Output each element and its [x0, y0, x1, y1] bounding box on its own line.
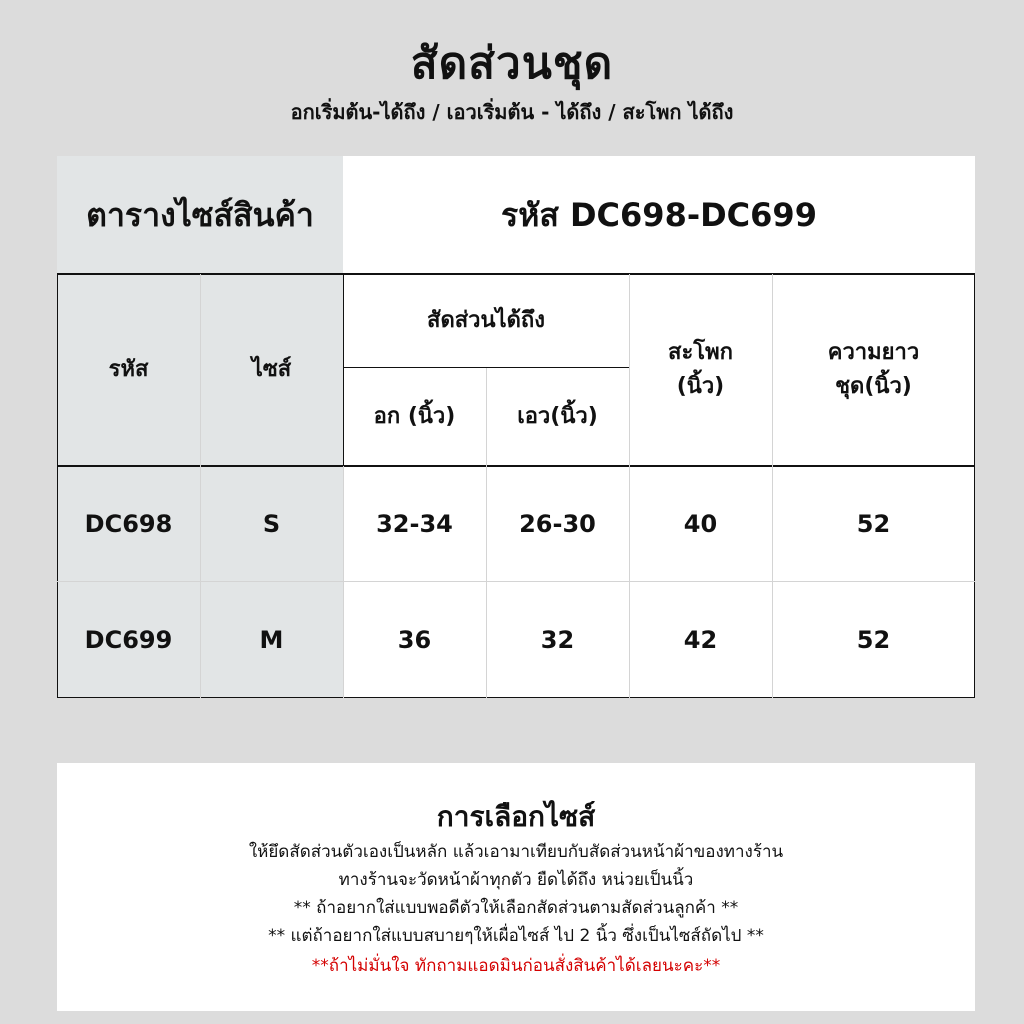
row2-length: 52 [772, 582, 975, 698]
page-title: สัดส่วนชุด [410, 38, 614, 89]
size-guide-panel [57, 763, 975, 1011]
guide-line-1: ให้ยึดสัดส่วนตัวเองเป็นหลัก แล้วเอามาเทียบกับสัดส่วนหน้าผ้าของทางร้าน [248, 842, 784, 862]
guide-line-2: ทางร้านจะวัดหน้าผ้าทุกตัว ยืดได้ถึง หน่วยเป็นนิ้ว [338, 870, 694, 890]
row1-chest: 32-34 [343, 466, 486, 582]
row1-length: 52 [772, 466, 975, 582]
header-hip [629, 274, 772, 466]
row1-waist: 26-30 [486, 466, 629, 582]
grid-line-left [57, 274, 58, 698]
header-chest: อก (นิ้ว) [343, 368, 486, 466]
header-waist: เอว(นิ้ว) [486, 368, 629, 466]
grid-line-top [57, 273, 975, 275]
row2-size: M [200, 582, 343, 698]
grid-line-divider [343, 274, 344, 466]
grid-line-col2 [343, 466, 344, 698]
guide-line-4: ** แต่ถ้าอยากใส่แบบสบายๆให้เผื่อไซส์ ไป 2 นิ้ว ซึ่งเป็นไซส์ถัดไป ** [268, 926, 764, 946]
header-code: รหัส [57, 274, 200, 466]
grid-line-row [57, 581, 975, 582]
header-size: ไซส์ [200, 274, 343, 466]
grid-line-bottom [57, 697, 975, 698]
row2-hip: 42 [629, 582, 772, 698]
row2-waist: 32 [486, 582, 629, 698]
table-caption-right: รหัส DC698-DC699 [343, 156, 975, 274]
grid-line-col1 [200, 274, 201, 698]
guide-warning: **ถ้าไม่มั่นใจ ทักถามแอดมินก่อนสั่งสินค้าได้เลยนะคะ** [311, 956, 721, 976]
header-hip-line2: (นิ้ว) [676, 374, 725, 399]
size-table [57, 156, 975, 698]
grid-line-col4 [629, 274, 630, 698]
header-group: สัดส่วนได้ถึง [343, 274, 629, 368]
guide-line-3: ** ถ้าอยากใส่แบบพอดีตัวให้เลือกสัดส่วนตามสัดส่วนลูกค้า ** [293, 898, 739, 918]
grid-line-col3 [486, 368, 487, 698]
row1-hip: 40 [629, 466, 772, 582]
header-length-line2: ชุด(นิ้ว) [835, 374, 912, 399]
grid-line-col5 [772, 274, 773, 698]
row2-chest: 36 [343, 582, 486, 698]
header-length-line1: ความยาว [827, 340, 920, 365]
guide-title: การเลือกไซส์ [436, 800, 596, 833]
header-hip-line1: สะโพก [668, 340, 733, 365]
page-subtitle: อกเริ่มต้น-ได้ถึง / เอวเริ่มต้น - ได้ถึง / สะโพก ได้ถึง [290, 100, 734, 124]
table-caption-left: ตารางไซส์สินค้า [57, 156, 343, 274]
grid-line-header-bottom [57, 465, 975, 467]
grid-line-right [974, 274, 975, 698]
row1-code: DC698 [57, 466, 200, 582]
row1-size: S [200, 466, 343, 582]
header-length [772, 274, 975, 466]
row2-code: DC699 [57, 582, 200, 698]
